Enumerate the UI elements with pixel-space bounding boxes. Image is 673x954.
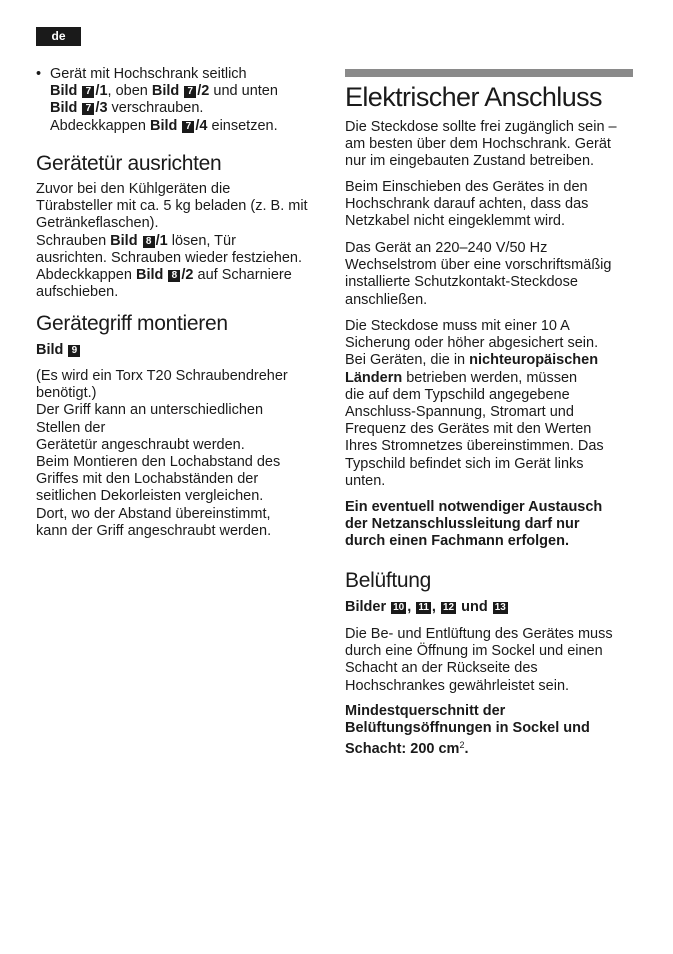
text-line: Die Be- und Entlüftung des Gerätes muss xyxy=(345,626,613,642)
text-line: nur im eingebauten Zustand betreiben. xyxy=(345,153,595,170)
text-line: Abdeckkappen Bild 7 /4 einsetzen. xyxy=(50,117,278,134)
bullet-dot: • xyxy=(36,66,42,82)
text-line: die auf dem Typschild angegebene xyxy=(345,386,570,403)
figure-number: 8 xyxy=(168,270,180,282)
text-line: Schrauben Bild 8 /1 lösen, Tür xyxy=(36,232,236,249)
text-line: benötigt.) xyxy=(36,385,97,402)
text-line: durch eine Öffnung im Sockel und einen xyxy=(345,643,603,660)
text-line: (Es wird ein Torx T20 Schraubendreher xyxy=(36,368,288,384)
figure-number: 7 xyxy=(82,103,94,115)
text-line: Schacht: 200 $cm^2$. xyxy=(345,740,469,758)
text-line: Wechselstrom über eine vorschriftsmäßig xyxy=(345,257,612,274)
figure-number: 10 xyxy=(393,602,405,613)
text-line: Beim Einschieben des Gerätes in den xyxy=(345,179,588,195)
figure-reference-belueftung: Bilder 10 , 11 , 12 und 13 xyxy=(345,599,506,615)
text-line: Netzkabel nicht eingeklemmt wird. xyxy=(345,213,566,230)
section-rule xyxy=(345,69,633,77)
paragraph-einschieben xyxy=(345,179,588,231)
figure-number: 7 xyxy=(182,121,194,133)
figure-number: 7 xyxy=(82,86,94,98)
text-line: Gerätetür angeschraubt werden. xyxy=(36,436,245,453)
paragraph-tuer-ausrichten xyxy=(36,181,332,301)
figure-number: 13 xyxy=(494,602,506,613)
text-line: Beim Montieren den Lochabstand des xyxy=(36,454,281,471)
text-line: Bild 7 /3 verschrauben. xyxy=(50,100,204,117)
text-line: ausrichten. Schrauben wieder festziehen. xyxy=(36,249,302,266)
figure-reference: Bild 9 xyxy=(36,342,81,359)
warning-netzanschluss xyxy=(345,499,602,551)
text-line: Getränkeflaschen). xyxy=(36,215,159,232)
paragraph-belueftung xyxy=(345,626,613,695)
heading-geraetetuer-ausrichten: Gerätetür ausrichten xyxy=(36,152,222,175)
text-line: Bei Geräten, die in nichteuropäischen xyxy=(345,352,599,369)
text-line: Türabsteller mit ca. 5 kg beladen (z. B. mit xyxy=(36,198,308,215)
text-line: Anschluss-Spannung, Stromart und xyxy=(345,404,574,421)
text-line: Abdeckkappen Bild 8 /2 auf Scharniere xyxy=(36,267,292,284)
text-line: Das Gerät an 220–240 V/50 Hz xyxy=(345,240,548,256)
text-line: Gerät mit Hochschrank seitlich xyxy=(50,66,247,82)
figure-number: 11 xyxy=(418,602,429,613)
text-line: Stellen der xyxy=(36,419,106,436)
text-line: Hochschrank darauf achten, dass das xyxy=(345,196,589,213)
text-line: aufschieben. xyxy=(36,284,119,301)
text-line: Hochschrankes gewährleistet sein. xyxy=(345,677,570,694)
paragraph-wechselstrom xyxy=(345,240,611,309)
heading-geraetegriff-montieren: Gerätegriff montieren xyxy=(36,312,228,335)
bullet-text xyxy=(50,66,278,135)
text-line: Die Steckdose muss mit einer 10 A xyxy=(345,318,570,334)
text-line: unten. xyxy=(345,472,386,489)
heading-belueftung: Belüftung xyxy=(345,569,432,592)
text-line: Griffes mit den Lochabständen der xyxy=(36,471,259,488)
heading-elektrischer-anschluss: Elektrischer Anschluss xyxy=(345,82,602,112)
text-line: anschließen. xyxy=(345,291,428,308)
text-line: Ein eventuell notwendiger Austausch xyxy=(345,499,603,515)
text-line: Belüftungsöffnungen in Sockel und xyxy=(345,720,590,737)
text-line: Sicherung oder höher abgesichert sein. xyxy=(345,335,599,352)
text-line: am besten über dem Hochschrank. Gerät xyxy=(345,136,611,153)
figure-number: 8 xyxy=(143,236,155,248)
text-line: Typschild befindet sich im Gerät links xyxy=(345,455,584,472)
text-line: der Netzanschlussleitung darf nur xyxy=(345,516,580,533)
text-line: Die Steckdose sollte frei zugänglich sein – xyxy=(345,119,617,135)
paragraph-griff-montieren xyxy=(36,368,332,540)
text-line: Der Griff kann an unterschiedlichen xyxy=(36,402,264,419)
text-line: Ihres Stromnetzes übereinstimmen. Das xyxy=(345,438,604,455)
text-line: Schacht an der Rückseite des xyxy=(345,660,538,677)
figure-number: 12 xyxy=(442,602,455,613)
language-tab: de xyxy=(36,27,81,46)
figure-number: 9 xyxy=(68,345,80,357)
figure-number: 7 xyxy=(184,86,196,98)
text-line: Mindestquerschnitt der xyxy=(345,703,506,719)
text-line: durch einen Fachmann erfolgen. xyxy=(345,533,569,550)
paragraph-sicherung xyxy=(345,318,604,490)
text-line: Frequenz des Gerätes mit den Werten xyxy=(345,421,592,438)
paragraph-mindestquerschnitt xyxy=(345,703,590,759)
text-line: Ländern betrieben werden, müssen xyxy=(345,369,578,386)
text-line: Dort, wo der Abstand übereinstimmt, xyxy=(36,505,271,522)
text-line: Bild 7 /1, oben Bild 7 /2 und unten xyxy=(50,83,278,100)
paragraph-steckdose xyxy=(345,119,617,171)
text-line: kann der Griff angeschraubt werden. xyxy=(36,522,272,539)
text-line: installierte Schutzkontakt-Steckdose xyxy=(345,274,578,291)
text-line: seitlichen Dekorleisten vergleichen. xyxy=(36,488,264,505)
text-line: Zuvor bei den Kühlgeräten die xyxy=(36,181,231,197)
